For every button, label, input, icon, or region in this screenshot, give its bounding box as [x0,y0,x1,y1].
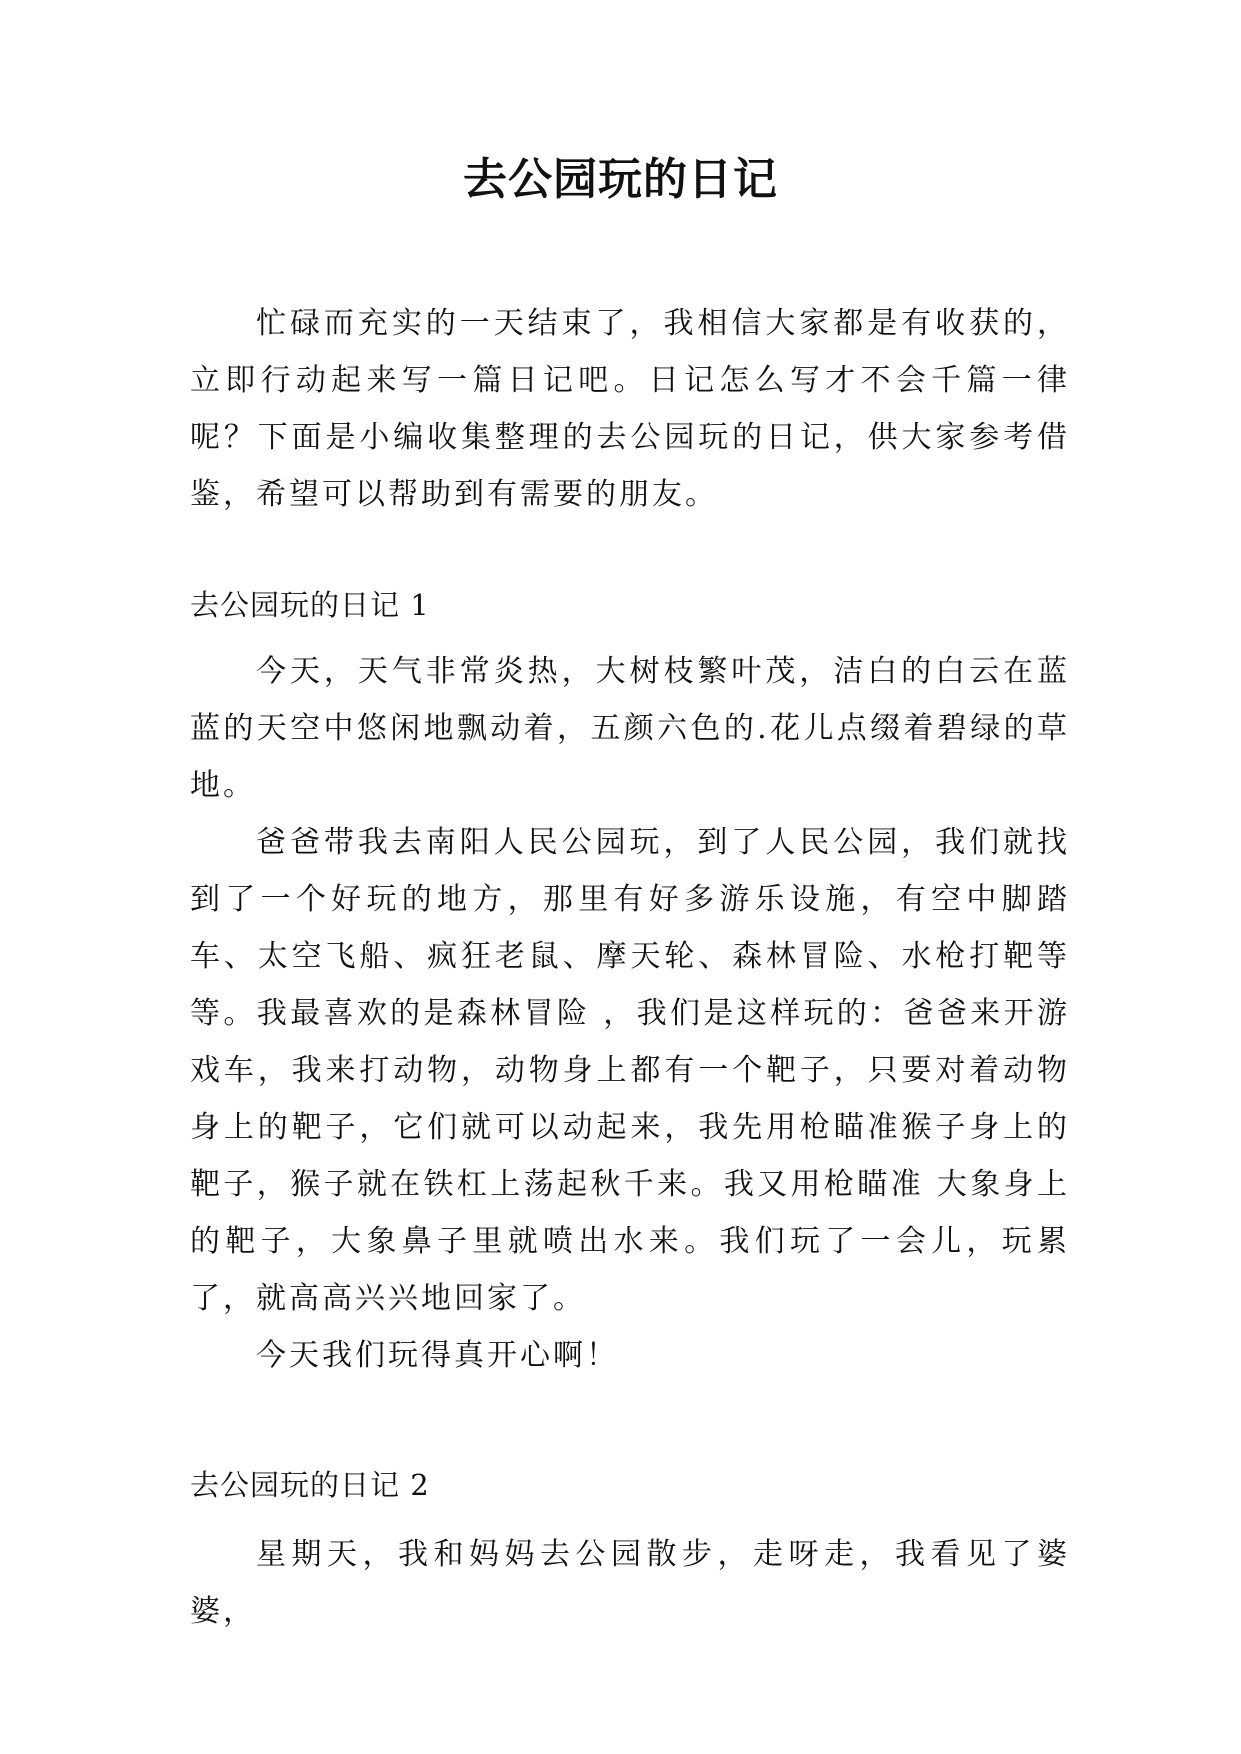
intro-paragraph: 忙碌而充实的一天结束了，我相信大家都是有收获的，立即行动起来写一篇日记吧。日记怎么写才不会千篇一律呢？下面是小编收集整理的去公园玩的日记，供大家参考借鉴，希望可以帮助到有需要的朋友。 [190,306,1070,512]
section-body-2 [190,1526,1070,1640]
paragraph: 今天我们玩得真开心啊！ [256,1338,619,1373]
paragraph: 星期天，我和妈妈去公园散步，走呀走，我看见了婆婆， [190,1537,1070,1629]
section-heading-1: 去公园玩的日记 1 [190,588,430,622]
paragraph: 爸爸带我去南阳人民公园玩，到了人民公园，我们就找到了一个好玩的地方，那里有好多游乐设施，有空中脚踏车、太空飞船、疯狂老鼠、摩天轮、森林冒险、水枪打靶等等。我最喜欢的是森林冒险 ，我们是这样玩的：爸爸来开游戏车，我来打动物，动物身上都有一个靶子，只要对着动物身上的靶子，它们就可以动起来，我先用枪瞄准猴子身上的靶子，猴子就在铁杠上荡起秋千来。我又用枪瞄准 大象身上的靶子，大象鼻子里就喷出水来。我们玩了一会儿，玩累了，就高高兴兴地回家了。 [190,825,1070,1316]
section-heading-2: 去公园玩的日记 2 [190,1468,430,1502]
document-title: 去公园玩的日记 [463,154,778,205]
section-body-1 [190,643,1070,1384]
intro-section [190,295,1070,523]
paragraph: 今天，天气非常炎热，大树枝繁叶茂，洁白的白云在蓝蓝的天空中悠闲地飘动着，五颜六色的.花儿点缀着碧绿的草地。 [190,654,1070,803]
